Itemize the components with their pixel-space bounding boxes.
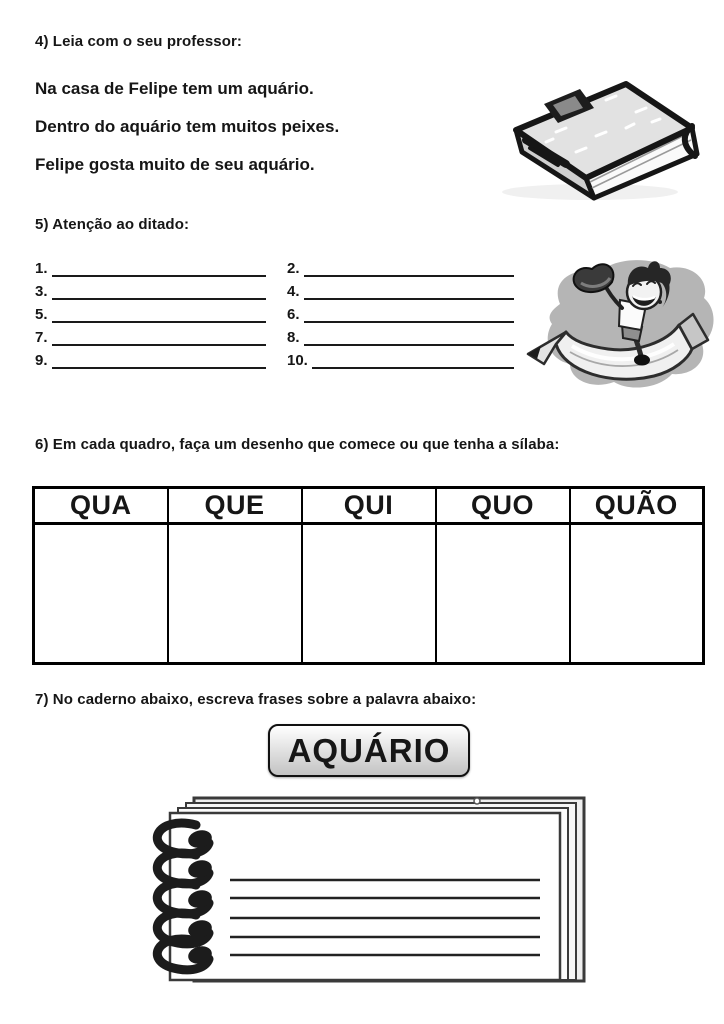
dictation-section-heading: 5) Atenção ao ditado:: [35, 216, 190, 233]
dictation-number: 7.: [35, 329, 48, 346]
reading-sentence: Na casa de Felipe tem um aquário.: [35, 79, 314, 98]
dictation-number: 5.: [35, 306, 48, 323]
dictation-number: 1.: [35, 260, 48, 277]
dictation-number: 3.: [35, 283, 48, 300]
reading-sentence: Felipe gosta muito de seu aquário.: [35, 155, 315, 174]
dictation-blank-10: [287, 346, 514, 369]
dictation-blank-3: [35, 277, 266, 300]
reading-section-heading: 4) Leia com o seu professor:: [35, 33, 243, 50]
dictation-blank-2: [287, 254, 514, 277]
dictation-writing-line: [312, 346, 514, 369]
writing-section-heading: 7) No caderno abaixo, escreva frases sobre a palavra abaixo:: [35, 691, 477, 708]
book-illustration: [486, 66, 704, 206]
dictation-writing-line: [52, 346, 266, 369]
dictation-blank-4: [287, 277, 514, 300]
syllable-table-body-row: [34, 524, 704, 664]
syllable-header-qui: QUI: [302, 488, 436, 524]
syllable-header-quão: QUÃO: [570, 488, 704, 524]
dictation-blank-7: [35, 323, 266, 346]
dictation-number: 4.: [287, 283, 300, 300]
dictation-blank-5: [35, 300, 266, 323]
dictation-number: 6.: [287, 306, 300, 323]
dictation-writing-line: [304, 323, 514, 346]
dictation-number: 10.: [287, 352, 308, 369]
reading-sentence: Dentro do aquário tem muitos peixes.: [35, 117, 340, 136]
syllable-table: [32, 486, 705, 665]
dictation-writing-line: [304, 277, 514, 300]
drawing-cell: [436, 524, 570, 664]
drawing-cell: [302, 524, 436, 664]
dictation-writing-line: [52, 254, 266, 277]
syllable-table-header-row: [34, 488, 704, 524]
keyword-box: [268, 724, 470, 777]
syllables-section-heading: 6) Em cada quadro, faça um desenho que comece ou que tenha a sílaba:: [35, 436, 560, 453]
syllable-header-qua: QUA: [34, 488, 168, 524]
dictation-number: 9.: [35, 352, 48, 369]
dictation-number: 2.: [287, 260, 300, 277]
dictation-writing-line: [304, 254, 514, 277]
dictation-grid: [35, 254, 514, 369]
pencil-rider-illustration: [520, 252, 718, 398]
drawing-cell: [570, 524, 704, 664]
dictation-blank-8: [287, 323, 514, 346]
syllable-header-que: QUE: [168, 488, 302, 524]
drawing-cell: [34, 524, 168, 664]
dictation-blank-9: [35, 346, 266, 369]
dictation-writing-line: [304, 300, 514, 323]
dictation-blank-6: [287, 300, 514, 323]
notebook-illustration: [138, 795, 594, 997]
dictation-writing-line: [52, 323, 266, 346]
dictation-writing-line: [52, 300, 266, 323]
dictation-blank-1: [35, 254, 266, 277]
drawing-cell: [168, 524, 302, 664]
dictation-writing-line: [52, 277, 266, 300]
syllable-header-quo: QUO: [436, 488, 570, 524]
keyword-label: AQUÁRIO: [287, 731, 451, 769]
dictation-number: 8.: [287, 329, 300, 346]
